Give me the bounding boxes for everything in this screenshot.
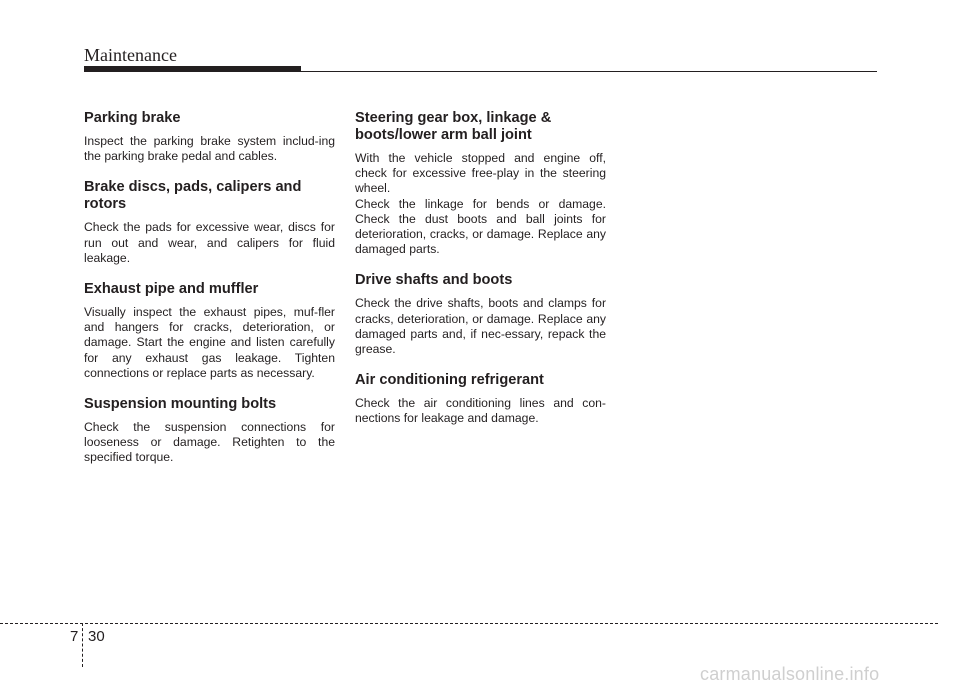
footer-dashed-rule <box>0 623 938 624</box>
section-heading: Steering gear box, linkage & boots/lower arm ball joint <box>355 110 552 143</box>
section-steering-gear <box>355 110 606 257</box>
section-body: Check the pads for excessive wear, discs for run out and wear, and calipers for fluid leakage. <box>84 220 335 265</box>
section-heading: Suspension mounting bolts <box>84 396 277 413</box>
section-body: Inspect the parking brake system includ-ing the parking brake pedal and cables. <box>84 134 335 164</box>
section-drive-shafts <box>355 272 606 357</box>
section-heading: Air conditioning refrigerant <box>355 372 544 389</box>
section-heading: Drive shafts and boots <box>355 272 513 289</box>
header-rule <box>301 71 877 72</box>
chapter-number: 7 <box>70 628 79 645</box>
section-suspension-bolts <box>84 396 335 466</box>
watermark: carmanualsonline.info <box>700 664 880 684</box>
section-exhaust <box>84 281 335 381</box>
page-header-title: Maintenance <box>84 45 177 65</box>
left-column <box>84 110 335 481</box>
section-body: Visually inspect the exhaust pipes, muf-fler and hangers for cracks, deterioration, or damage. Start the engine and listen carefully for any exhaust gas leakage. Tighten connections or replace parts as necessary. <box>84 305 335 380</box>
section-brake-discs <box>84 179 335 266</box>
right-column <box>355 110 606 442</box>
header-accent-bar <box>84 66 301 72</box>
section-heading: Exhaust pipe and muffler <box>84 281 259 298</box>
section-ac-refrigerant <box>355 372 606 426</box>
section-body: With the vehicle stopped and engine off, check for excessive free-play in the steering wheel. <box>355 151 606 196</box>
section-heading: Parking brake <box>84 110 181 126</box>
page-number: 30 <box>88 628 105 645</box>
section-body: Check the drive shafts, boots and clamps for cracks, deterioration, or damage. Replace any damaged parts and, if nec-essary, repack the grease. <box>355 296 606 357</box>
footer-dashed-divider <box>82 623 83 667</box>
section-body-continued: Check the linkage for bends or damage. Check the dust boots and ball joints for deterioration, cracks, or damage. Replace any damaged parts. <box>355 196 606 257</box>
section-body: Check the air conditioning lines and con-nections for leakage and damage. <box>355 396 606 426</box>
section-body: Check the suspension connections for looseness or damage. Retighten to the specified torque. <box>84 420 335 465</box>
section-parking-brake <box>84 110 335 164</box>
section-heading: Brake discs, pads, calipers and rotors <box>84 179 302 213</box>
